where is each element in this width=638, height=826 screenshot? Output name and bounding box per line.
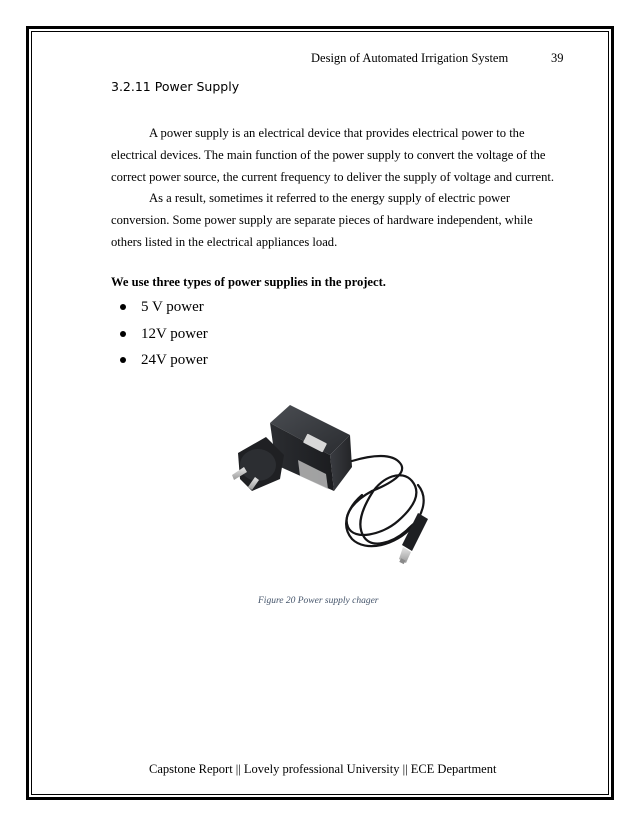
page-number: 39 — [551, 51, 564, 65]
list-item — [114, 294, 208, 321]
bullet-icon — [120, 357, 126, 363]
power-types-list — [114, 294, 208, 374]
power-types-intro: We use three types of power supplies in the project. — [111, 275, 386, 289]
paragraph-definition: A power supply is an electrical device that provides electrical power to the electrical devices. The main function of the power supply to convert the voltage of the correct power source, the current frequency to deliver the supply of voltage and current. — [111, 126, 555, 184]
paragraph-conversion: As a result, sometimes it referred to the energy supply of electric power conversion. Some power supply are separate pieces of hardware independent, while others listed in the electrical appliances load. — [111, 191, 533, 249]
section-heading: 3.2.11 Power Supply — [111, 79, 240, 94]
running-header-title: Design of Automated Irrigation System — [311, 51, 509, 65]
list-item-label: 12V power — [141, 325, 208, 342]
list-item — [114, 321, 208, 348]
list-item — [114, 347, 208, 374]
list-item-label: 24V power — [141, 352, 208, 368]
figure-caption: Figure 20 Power supply chager — [258, 596, 379, 606]
bullet-icon — [120, 304, 126, 310]
bullet-icon — [120, 331, 126, 337]
power-supply-charger-image — [222, 395, 440, 583]
page-footer: Capstone Report || Lovely professional University || ECE Department — [149, 762, 497, 776]
list-item-label: 5 V power — [141, 299, 204, 315]
